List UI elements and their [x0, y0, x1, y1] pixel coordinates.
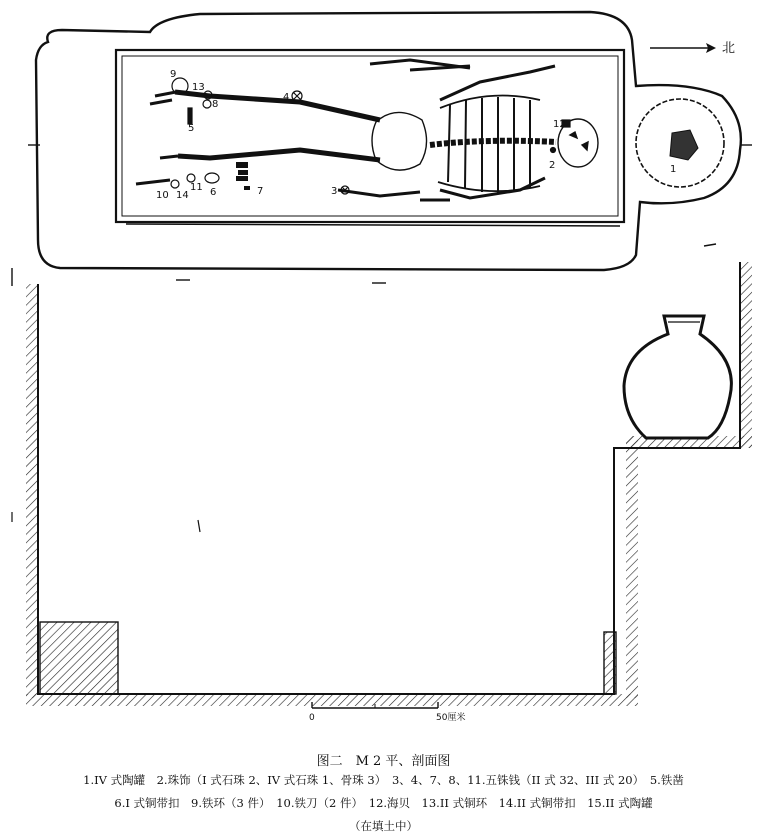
item-number-3: 3: [331, 186, 338, 197]
figure-caption-legend-line-3: （在填土中）: [349, 819, 418, 833]
item-number-7: 7: [257, 186, 264, 197]
figure-caption-title: 图二 M 2 平、剖面图: [316, 754, 451, 769]
artifact-2-beads: [551, 148, 556, 153]
item-number-11: 11: [190, 182, 203, 193]
item-number-10: 10: [156, 190, 169, 201]
section-view: [12, 262, 752, 723]
right-upper-wall-hatch: [740, 262, 752, 448]
artifact-8-coin: [203, 100, 211, 108]
item-number-14: 14: [176, 190, 189, 201]
left-wall-hatch: [26, 284, 38, 698]
item-number-9: 9: [170, 69, 177, 80]
artifact-10-iron-knife: [136, 180, 170, 184]
artifact-11-coin: [187, 174, 195, 182]
figure-caption-legend-line-2: 6.I 式铜带扣 9.铁环（3 件） 10.铁刀（2 件） 12.海贝 13.II 式铜环 14.II 式铜带扣 15.II 式陶罐: [114, 796, 653, 810]
item-number-8: 8: [212, 99, 219, 110]
scale-end-label: 50厘米: [436, 713, 466, 723]
left-coffin-end: [40, 622, 118, 694]
floor-hatch: [26, 694, 638, 706]
item-number-labels: [156, 69, 676, 201]
item-number-13: 13: [192, 82, 205, 93]
item-number-2: 2: [549, 160, 556, 171]
right-coffin-end: [604, 632, 616, 694]
item-number-5: 5: [188, 123, 195, 134]
pottery-jar-section: [624, 316, 731, 438]
figure-caption-legend-line-1: 1.IV 式陶罐 2.珠饰（I 式石珠 2、IV 式石珠 1、骨珠 3） 3、4、7、8、11.五铢钱（II 式 32、III 式 20） 5.铁凿: [83, 773, 684, 787]
north-arrow: [650, 43, 716, 53]
plan-view: [28, 12, 752, 283]
item-number-12: 12: [553, 119, 566, 130]
artifact-6-buckle: [205, 173, 219, 183]
artifact-5-chisel: [188, 108, 192, 124]
right-step-hatch: [626, 436, 638, 698]
artifact-7-coins: [236, 162, 250, 190]
skeleton: [150, 60, 598, 200]
item-number-6: 6: [210, 187, 217, 198]
coffin-outline: [116, 50, 624, 222]
scale-start-label: 0: [309, 713, 315, 723]
north-label: 北: [722, 41, 736, 56]
item-number-1: 1: [670, 164, 677, 175]
item-number-4: 4: [283, 92, 290, 103]
artifact-14-buckle: [171, 180, 179, 188]
